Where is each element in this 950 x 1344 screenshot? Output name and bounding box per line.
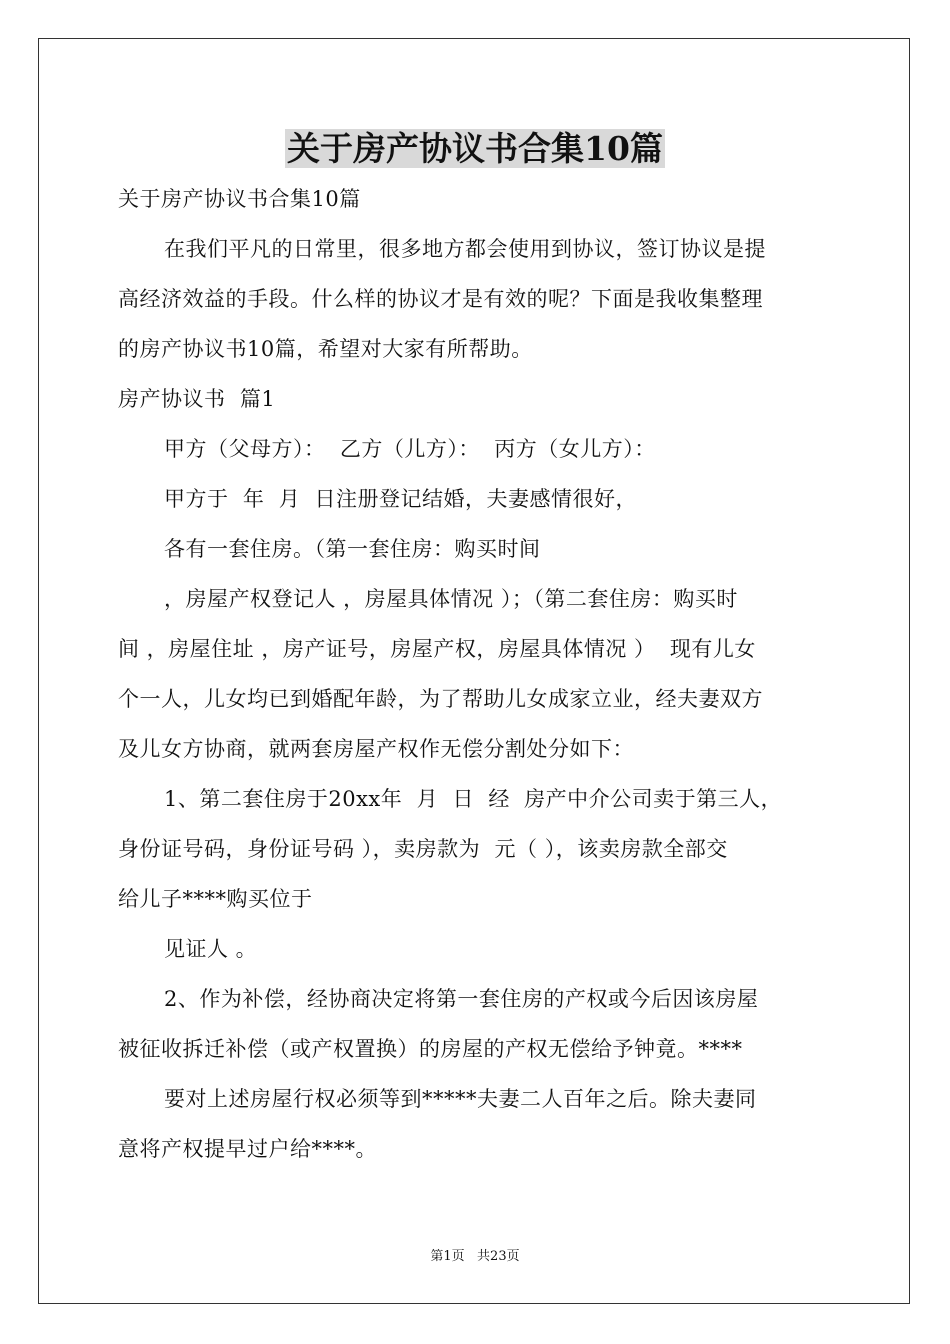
page-border	[38, 38, 910, 1304]
paragraph-line: 甲方（父母方）： 乙方（儿方）： 丙方（女儿方）：	[164, 437, 656, 461]
subtitle-line: 关于房产协议书合集10篇	[118, 187, 361, 211]
paragraph-line: ，房屋产权登记人 ，房屋具体情况 ）；（第二套住房：购买时	[164, 587, 738, 611]
paragraph-line: 给儿子****购买位于	[118, 887, 313, 911]
paragraph-line: 个一人，儿女均已到婚配年龄，为了帮助儿女成家立业，经夫妻双方	[118, 687, 763, 711]
document-title: 关于房产协议书合集10篇	[287, 129, 663, 168]
paragraph-line: 的房产协议书10篇，希望对大家有所帮助。	[118, 337, 533, 361]
paragraph-line: 见证人 。	[164, 937, 258, 961]
paragraph-line: 及儿女方协商，就两套房屋产权作无偿分割处分如下：	[118, 737, 634, 761]
page-footer: 第1页 共23页	[430, 1249, 520, 1264]
paragraph-line: 身份证号码，身份证号码 ），卖房款为 元（ ），该卖房款全部交	[118, 837, 728, 861]
paragraph-line: 在我们平凡的日常里，很多地方都会使用到协议，签订协议是提	[164, 237, 766, 261]
paragraph-line: 被征收拆迁补偿（或产权置换）的房屋的产权无偿给予钟竟。****	[118, 1037, 743, 1061]
paragraph-line: 1、第二套住房于20xx年 月 日 经 房产中介公司卖于第三人，	[164, 787, 783, 811]
paragraph-line: 意将产权提早过户给****。	[118, 1137, 377, 1161]
section-heading: 房产协议书 篇1	[118, 387, 276, 411]
paragraph-line: 间 ，房屋住址 ，房产证号，房屋产权，房屋具体情况 ） 现有儿女	[118, 637, 756, 661]
paragraph-line: 要对上述房屋行权必须等到*****夫妻二人百年之后。除夫妻同	[164, 1087, 757, 1111]
paragraph-line: 高经济效益的手段。什么样的协议才是有效的呢？下面是我收集整理	[118, 287, 763, 311]
paragraph-line: 各有一套住房。（第一套住房：购买时间	[164, 537, 541, 561]
paragraph-line: 2、作为补偿，经协商决定将第一套住房的产权或今后因该房屋	[164, 987, 759, 1011]
paragraph-line: 甲方于 年 月 日注册登记结婚，夫妻感情很好，	[164, 487, 638, 511]
